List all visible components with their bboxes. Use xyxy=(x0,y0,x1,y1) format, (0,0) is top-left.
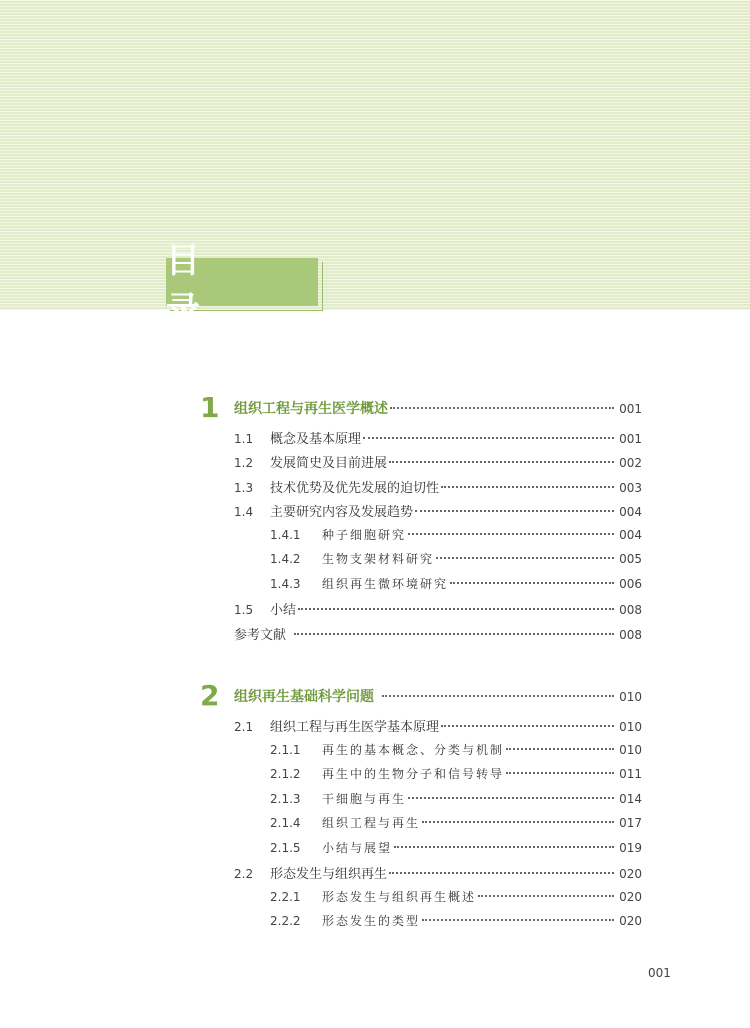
subsection-number: 1.4.2 xyxy=(270,552,301,566)
leader-dots xyxy=(441,725,614,727)
subsection-title: 种子细胞研究 xyxy=(322,528,407,542)
toc-entry[interactable] xyxy=(270,550,642,574)
page-ref: 008 xyxy=(619,628,642,642)
page-ref: 004 xyxy=(619,528,642,542)
section-number: 1.5 xyxy=(234,603,254,617)
section-title: 形态发生与组织再生 xyxy=(270,867,388,882)
page-ref: 006 xyxy=(619,577,642,591)
subsection-number: 2.1.5 xyxy=(270,841,301,855)
toc-entry-chapter-1[interactable] xyxy=(234,398,642,422)
leader-dots xyxy=(394,846,614,848)
section-title: 主要研究内容及发展趋势 xyxy=(270,505,414,520)
section-number: 2.2 xyxy=(234,867,254,881)
toc-entry[interactable] xyxy=(234,452,642,476)
leader-dots xyxy=(294,633,614,635)
toc-entry[interactable] xyxy=(270,526,642,550)
page-ref: 019 xyxy=(619,841,642,855)
leader-dots xyxy=(382,695,614,697)
subsection-number: 2.2.1 xyxy=(270,890,301,904)
section-title: 组织工程与再生医学基本原理 xyxy=(270,720,440,735)
page-ref: 004 xyxy=(619,505,642,519)
toc-entry[interactable] xyxy=(234,477,642,501)
leader-dots xyxy=(441,486,614,488)
leader-dots xyxy=(506,772,614,774)
leader-dots xyxy=(450,582,614,584)
subsection-title: 干细胞与再生 xyxy=(322,792,407,806)
leader-dots xyxy=(390,407,614,409)
toc-entry[interactable] xyxy=(270,575,642,599)
toc-entry[interactable] xyxy=(234,716,642,740)
subsection-title: 小结与展望 xyxy=(322,841,393,855)
leader-dots xyxy=(436,557,614,559)
toc-entry-chapter-2[interactable] xyxy=(234,686,642,710)
page-ref: 020 xyxy=(619,890,642,904)
subsection-number: 2.1.4 xyxy=(270,816,301,830)
section-title: 发展简史及目前进展 xyxy=(270,456,388,471)
page-ref: 010 xyxy=(619,743,642,757)
leader-dots xyxy=(408,533,614,535)
page-number: 001 xyxy=(648,966,671,980)
toc-entry[interactable] xyxy=(270,790,642,814)
toc-entry[interactable] xyxy=(270,741,642,765)
subsection-number: 2.1.2 xyxy=(270,767,301,781)
toc-entry[interactable] xyxy=(234,863,642,887)
chapter-number: 1 xyxy=(200,391,220,424)
subsection-number: 1.4.3 xyxy=(270,577,301,591)
subsection-title: 再生的基本概念、分类与机制 xyxy=(322,743,505,757)
leader-dots xyxy=(389,872,614,874)
leader-dots xyxy=(422,821,614,823)
chapter-title: 组织工程与再生医学概述 xyxy=(234,401,388,417)
toc-entry-references[interactable] xyxy=(234,624,642,648)
leader-dots xyxy=(478,895,614,897)
section-number: 1.3 xyxy=(234,481,254,495)
toc-entry[interactable] xyxy=(270,912,642,936)
toc-entry[interactable] xyxy=(234,599,642,623)
page-ref: 011 xyxy=(619,767,642,781)
toc-entry[interactable] xyxy=(270,888,642,912)
subsection-title: 生物支架材料研究 xyxy=(322,552,435,566)
subsection-number: 2.1.3 xyxy=(270,792,301,806)
subsection-number: 1.4.1 xyxy=(270,528,301,542)
chapter-number: 2 xyxy=(200,679,220,712)
page-ref: 005 xyxy=(619,552,642,566)
subsection-title: 形态发生与组织再生概述 xyxy=(322,890,477,904)
section-number: 1.1 xyxy=(234,432,254,446)
leader-dots xyxy=(506,748,614,750)
section-title: 技术优势及优先发展的迫切性 xyxy=(270,481,440,496)
page-title: 目 录 xyxy=(166,241,302,330)
toc-entry[interactable] xyxy=(270,839,642,863)
leader-dots xyxy=(408,797,614,799)
chapter-title: 组织再生基础科学问题 xyxy=(234,689,374,705)
subsection-title: 形态发生的类型 xyxy=(322,914,421,928)
section-title: 概念及基本原理 xyxy=(270,432,362,447)
leader-dots xyxy=(363,437,614,439)
toc-entry[interactable] xyxy=(270,765,642,789)
leader-dots xyxy=(415,510,614,512)
page-ref: 017 xyxy=(619,816,642,830)
section-number: 1.4 xyxy=(234,505,254,519)
subsection-title: 组织再生微环境研究 xyxy=(322,577,449,591)
page-ref: 001 xyxy=(619,402,642,416)
toc-entry[interactable] xyxy=(234,501,642,525)
section-title: 小结 xyxy=(270,603,297,618)
page-ref: 010 xyxy=(619,690,642,704)
toc-entry[interactable] xyxy=(234,428,642,452)
toc-entry[interactable] xyxy=(270,814,642,838)
section-title: 参考文献 xyxy=(234,628,287,643)
subsection-title: 再生中的生物分子和信号转导 xyxy=(322,767,505,781)
page-ref: 014 xyxy=(619,792,642,806)
page-ref: 010 xyxy=(619,720,642,734)
page-ref: 008 xyxy=(619,603,642,617)
page-ref: 020 xyxy=(619,867,642,881)
section-number: 1.2 xyxy=(234,456,254,470)
subsection-title: 组织工程与再生 xyxy=(322,816,421,830)
leader-dots xyxy=(389,461,614,463)
subsection-number: 2.2.2 xyxy=(270,914,301,928)
page-ref: 001 xyxy=(619,432,642,446)
subsection-number: 2.1.1 xyxy=(270,743,301,757)
leader-dots xyxy=(422,919,614,921)
section-number: 2.1 xyxy=(234,720,254,734)
page-ref: 002 xyxy=(619,456,642,470)
page-ref: 003 xyxy=(619,481,642,495)
page-ref: 020 xyxy=(619,914,642,928)
leader-dots xyxy=(298,608,614,610)
